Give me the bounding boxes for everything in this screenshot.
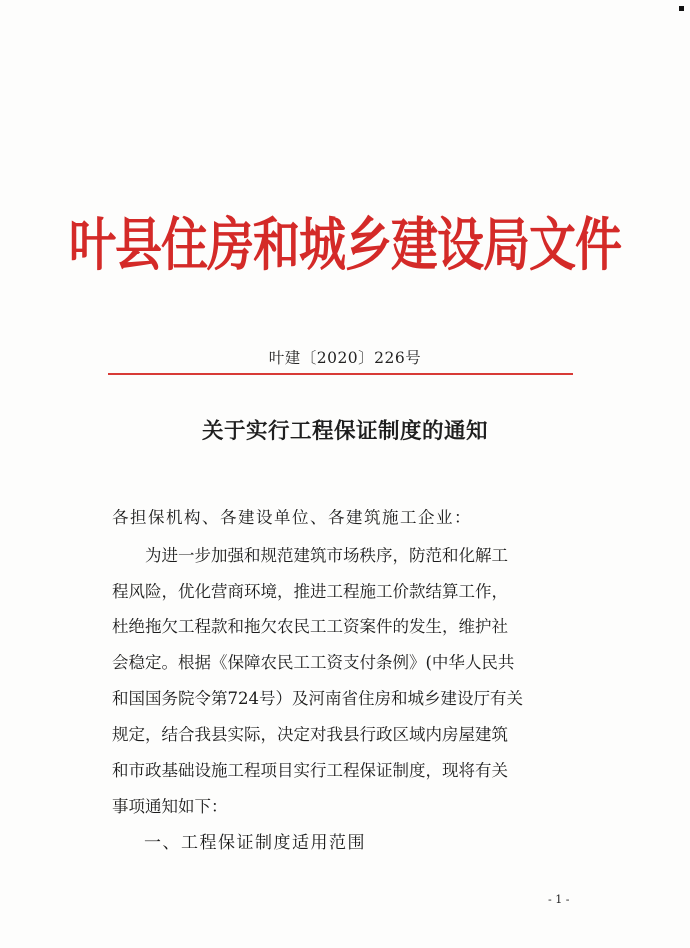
body-line: 事项通知如下： (112, 797, 228, 816)
body-line: 规定，结合我县实际，决定对我县行政区域内房屋建筑 (112, 725, 508, 744)
body-line: 为进一步加强和规范建筑市场秩序，防范和化解工 (112, 546, 508, 565)
body-line: 和国国务院令第724号）及河南省住房和城乡建设厅有关 (112, 689, 523, 708)
salutation: 各担保机构、各建设单位、各建筑施工企业： (112, 508, 472, 527)
letterhead-title: 叶县住房和城乡建设局文件 (69, 212, 621, 280)
body-line: 和市政基础设施工程项目实行工程保证制度，现将有关 (112, 761, 508, 780)
document-number: 叶建〔2020〕226号 (268, 349, 422, 367)
red-divider-rule (108, 373, 573, 375)
section-heading: 一、工程保证制度适用范围 (144, 833, 366, 853)
body-line: 程风险，优化营商环境，推进工程施工价款结算工作， (112, 582, 508, 601)
notice-title: 关于实行工程保证制度的通知 (201, 419, 488, 444)
page-number: - 1 - (548, 893, 570, 906)
body-line: 杜绝拖欠工程款和拖欠农民工工资案件的发生，维护社 (112, 617, 508, 636)
body-line: 会稳定。根据《保障农民工工资支付条例》(中华人民共 (112, 653, 515, 672)
scan-mark (679, 6, 684, 11)
